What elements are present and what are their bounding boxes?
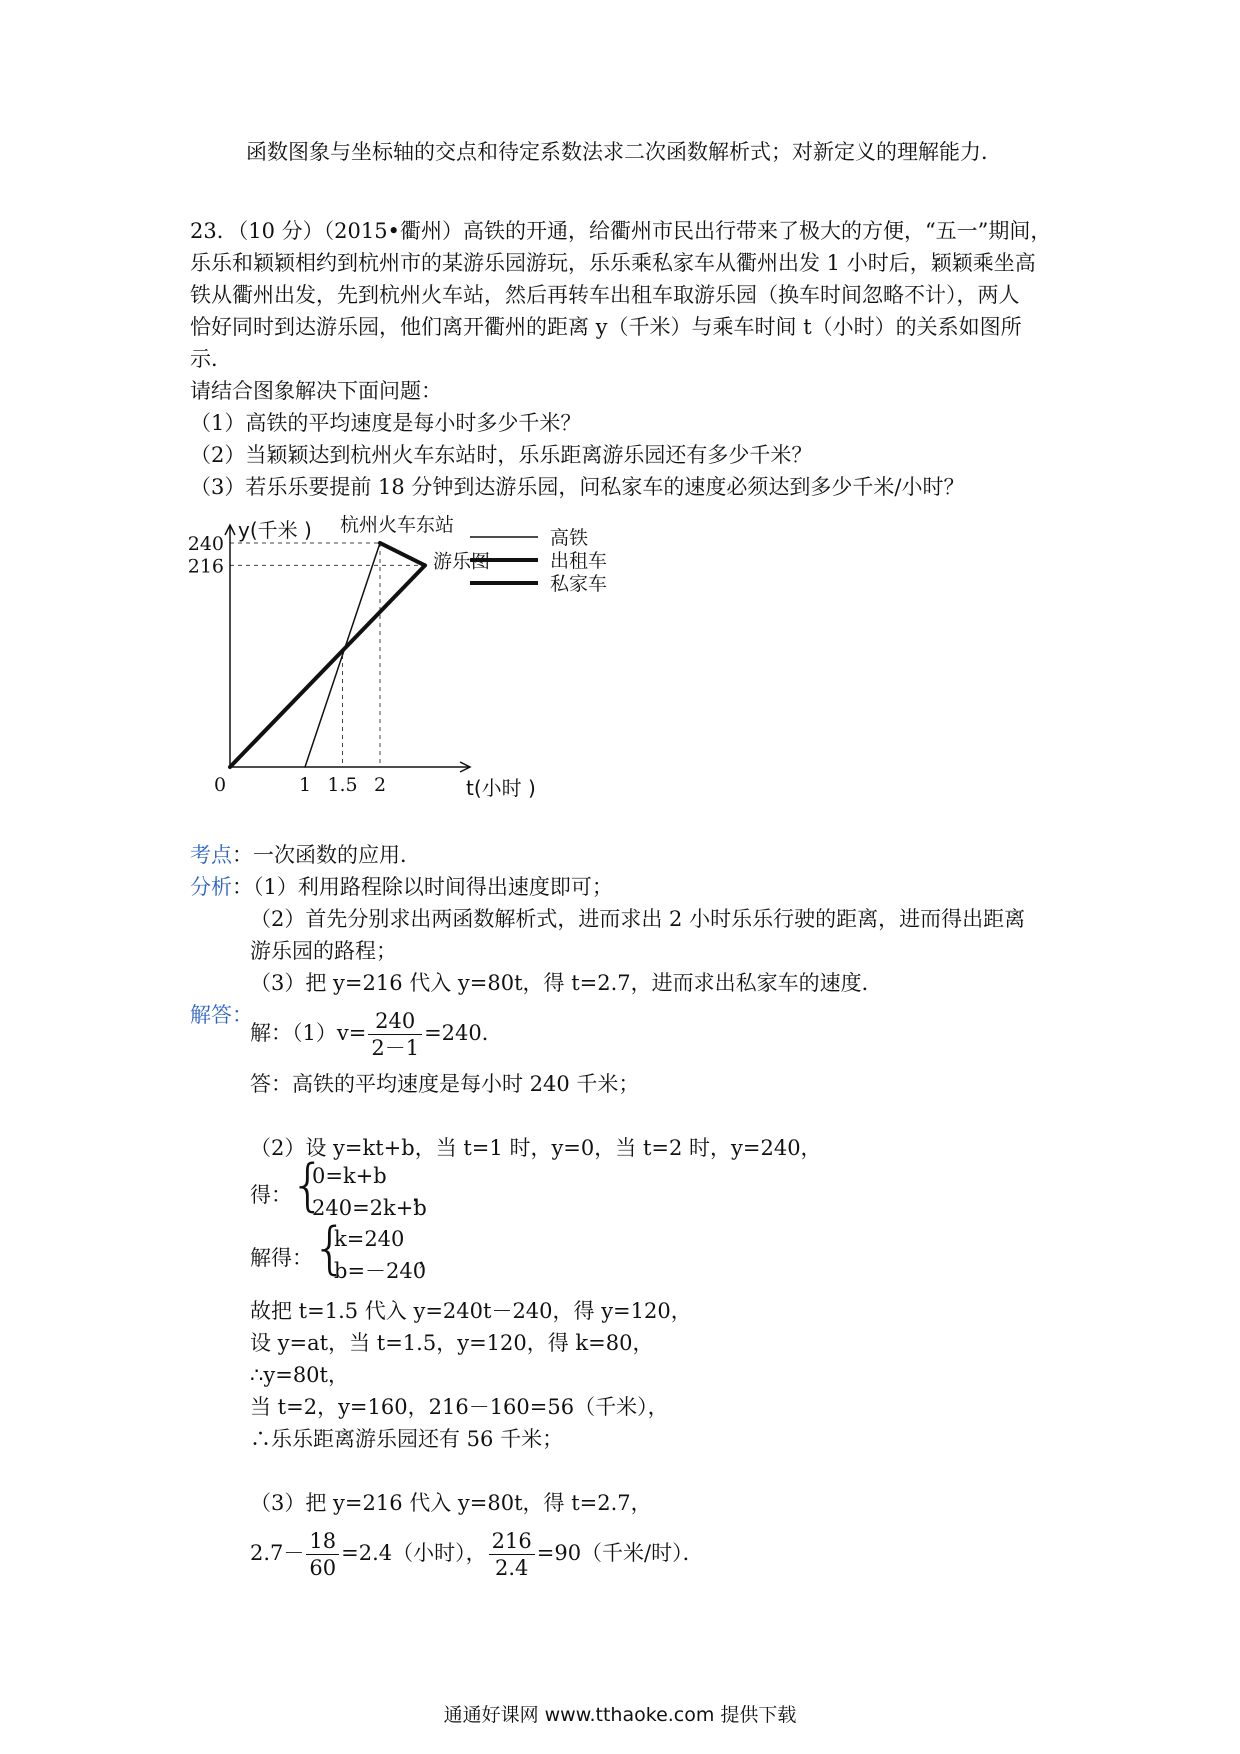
s2-line-3: 设 y=at，当 t=1.5，y=120，得 k=80， [250,1331,654,1355]
s2-line-4: ∴y=80t， [250,1363,349,1387]
s2-jiede: 解得： [250,1246,313,1270]
chart-series [230,543,425,767]
kaodian-label: 考点 [190,843,232,867]
s2-line-6: ∴乐乐距离游乐园还有 56 千米； [250,1427,564,1451]
s3-part-a: 2.7－ [250,1541,305,1565]
s3-denominator-2: 2.4 [494,1556,529,1580]
s1-suffix: =240． [424,1021,503,1045]
annotation-amusement-park: 游乐图 [433,550,491,573]
s2-de: 得： [250,1183,292,1207]
question-3: （3）若乐乐要提前 18 分钟到达游乐园，问私家车的速度必须达到多少千米/小时？ [190,475,965,499]
fenxi-line-1: ：（1）利用路程除以时间得出速度即可； [232,875,613,899]
jieda-colon: ： [232,1003,253,1027]
system1-comma: ， [412,1182,433,1206]
s3-fraction-1 [306,1528,339,1581]
s2-line-1: （2）设 y=kt+b，当 t=1 时，y=0，当 t=2 时，y=240， [250,1136,822,1160]
s1-denominator: 2－1 [371,1036,420,1060]
system-brace-1: { [290,1153,326,1218]
fenxi-line-3: 游乐园的路程； [250,939,397,963]
system2-eq1: k=240 [334,1227,405,1251]
kaodian-text: ：一次函数的应用． [232,843,421,867]
s3-part-b: =2.4（小时）， [341,1541,487,1565]
question-1: （1）高铁的平均速度是每小时多少千米？ [190,411,582,435]
s3-part-c: =90（千米/时）． [536,1541,704,1565]
x-tick-label-1: 1.5 [327,774,358,796]
kaodian-row [190,840,421,870]
distance-time-chart [187,514,760,805]
problem-line-1: 23．（10 分）（2015•衢州）高铁的开通，给衢州市民出行带来了极大的方便，“五一”期间， [190,219,1052,243]
s1-answer: 答：高铁的平均速度是每小时 240 千米； [250,1072,640,1096]
question-2: （2）当颖颖达到杭州火车东站时，乐乐距离游乐园还有多少千米？ [190,443,813,467]
fenxi-label: 分析 [190,875,232,899]
s1-prefix: 解：（1）v= [250,1021,367,1045]
problem-line-3: 铁从衢州出发，先到杭州火车站，然后再转车出租车取游乐园（换车时间忽略不计），两人 [190,283,1020,307]
series-taxi [380,543,425,565]
jieda-label: 解答 [190,1003,232,1027]
origin-label: 0 [214,774,227,796]
annotation-hangzhou-east-station: 杭州火车东站 [340,514,455,536]
x-tick-label-0: 1 [298,774,312,796]
series-private-car [230,565,425,767]
jieda-row [190,1000,253,1030]
s3-numerator-1: 18 [306,1528,339,1555]
series-high-speed-rail [305,543,380,767]
s2-line-5: 当 t=2，y=160，216－160=56（千米）， [250,1395,669,1419]
system1-eq2: 240=2k+b [312,1196,427,1220]
page-footer: 通通好课网 www.tthaoke.com 提供下载 [443,1704,797,1726]
system1-eq1: 0=k+b [312,1164,387,1188]
x-axis-label: t(小时 ) [466,776,536,800]
x-tick-label-2: 2 [373,774,387,796]
chart-guides [230,543,425,767]
legend-private-car-label: 私家车 [550,573,608,595]
system2-comma: ， [418,1245,439,1269]
s1-fraction [368,1008,422,1061]
s2-line-2: 故把 t=1.5 代入 y=240t－240，得 y=120， [250,1299,692,1323]
s3-numerator-2: 216 [489,1528,535,1555]
intro-line: 函数图象与坐标轴的交点和待定系数法求二次函数解析式；对新定义的理解能力． [246,140,1002,164]
problem-line-4: 恰好同时到达游乐园，他们离开衢州的距离 y（千米）与乘车时间 t（小时）的关系如图所 [190,315,1022,339]
system2-eq2: b=－240 [334,1259,427,1283]
s1-numerator: 240 [368,1008,422,1035]
y-tick-label-1: 240 [187,533,224,555]
s3-fraction-2 [489,1528,535,1581]
fenxi-row [190,872,613,902]
s3-denominator-1: 60 [309,1556,337,1580]
legend-taxi-label: 出租车 [550,550,608,572]
fenxi-line-2: （2）首先分别求出两函数解析式，进而求出 2 小时乐乐行驶的距离，进而得出距离 [250,907,1026,931]
y-axis-label: y(千米 ) [238,518,312,542]
problem-line-6: 请结合图象解决下面问题： [190,379,442,403]
fenxi-line-4: （3）把 y=216 代入 y=80t，得 t=2.7，进而求出私家车的速度． [250,971,883,995]
problem-line-5: 示． [190,347,232,371]
s3-line-2 [250,1525,704,1581]
problem-line-2: 乐乐和颖颖相约到杭州市的某游乐园游玩，乐乐乘私家车从衢州出发 1 小时后，颖颖乘坐高 [190,251,1036,275]
system-brace-2: { [312,1216,348,1281]
y-tick-label-0: 216 [187,555,224,578]
solution-step-1 [250,1005,503,1061]
s3-line-1: （3）把 y=216 代入 y=80t，得 t=2.7， [250,1491,652,1515]
chart-legend [470,527,607,595]
legend-high-speed-rail-label: 高铁 [550,527,589,549]
